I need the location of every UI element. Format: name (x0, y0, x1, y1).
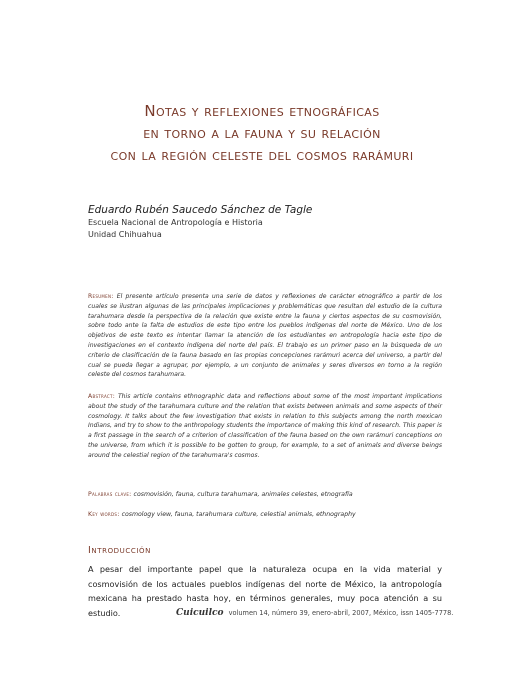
title-line-3: con la región celeste del cosmos rarámuri (110, 146, 414, 164)
intro-paragraph: A pesar del importante papel que la naturaleza ocupa en la vida material y cosmovisión de los actuales pueblos indígenas del norte de México, la antropología mexicana ha prestado hasta hoy, en términos generales, muy poca atención a su estudio. (88, 564, 442, 618)
article-title (40, 100, 484, 166)
journal-footer (176, 608, 466, 618)
abstract-paragraph (88, 392, 442, 461)
journal-logo: Cuicuilco (176, 608, 224, 618)
key-words-line (88, 510, 442, 519)
resumen-text: El presente artículo presenta una serie de datos y reflexiones de carácter etnográfico a partir de los cuales se ilustran algunas de las principales implicaciones y problemáticas que resultan del estudio de la cultura tarahumara desde la perspectiva de la relación que existe entre la fauna y ciertos aspectos de su cosmovisión, sobre todo ante la falta de estudios de este tipo entre los pueblos indígenas del norte de México. Uno de los objetivos de este texto es intentar llamar la atención de los estudiantes en antropología hacia este tipo de investigaciones en el contexto indígena del norte del país. El trabajo es un primer paso en la búsqueda de un criterio de clasificación de la fauna basado en las propias concepciones rarámuri acerca del universo, a partir del cual se pueda llegar a agrupar, por ejemplo, a un conjunto de animales y seres diversos en torno a la región celeste del cosmos tarahumara. (88, 293, 443, 379)
abstract-label: Abstract: (88, 393, 116, 400)
author-affiliation-school: Escuela Nacional de Antropología e Historia (88, 218, 263, 227)
resumen-paragraph (88, 292, 442, 380)
abstract-text: This article contains ethnographic data and reflections about some of the most important implications about the study of the tarahumara culture and the relation that exists between animals and some aspects of their cosmology. It talks about the few investigation that exists in relation to this subjects among the north mexican Indians, and try to show to the anthropology students the importance of making this kind of research. This paper is a first passage in the search of a criterion of classification of the fauna based on the own rarámuri conceptions on the universe, from which it is possible to be gotten to group, for example, to a set of animals and diverse beings around the celestial region of the tarahumara's cosmos. (88, 393, 442, 459)
resumen-label: Resumen: (88, 293, 114, 300)
author-name: Eduardo Rubén Saucedo Sánchez de Tagle (88, 204, 313, 216)
journal-citation: volumen 14, número 39, enero-abril, 2007, México, issn 1405-7778. (228, 609, 454, 617)
palabras-clave-text: cosmovisión, fauna, cultura tarahumara, animales celestes, etnografía (133, 491, 353, 498)
author-block (88, 203, 448, 241)
palabras-clave-line (88, 490, 442, 499)
title-line-2: en torno a la fauna y su relación (143, 124, 381, 142)
section-heading: Introducción (88, 545, 151, 556)
palabras-clave-label: Palabras clave: (88, 491, 132, 498)
title-line-1: Notas y reflexiones etnográficas (144, 102, 380, 120)
author-affiliation-unit: Unidad Chihuahua (88, 230, 162, 239)
key-words-text: cosmology view, fauna, tarahumara culture, celestial animals, ethnography (121, 511, 356, 518)
key-words-label: Key words: (88, 511, 120, 518)
